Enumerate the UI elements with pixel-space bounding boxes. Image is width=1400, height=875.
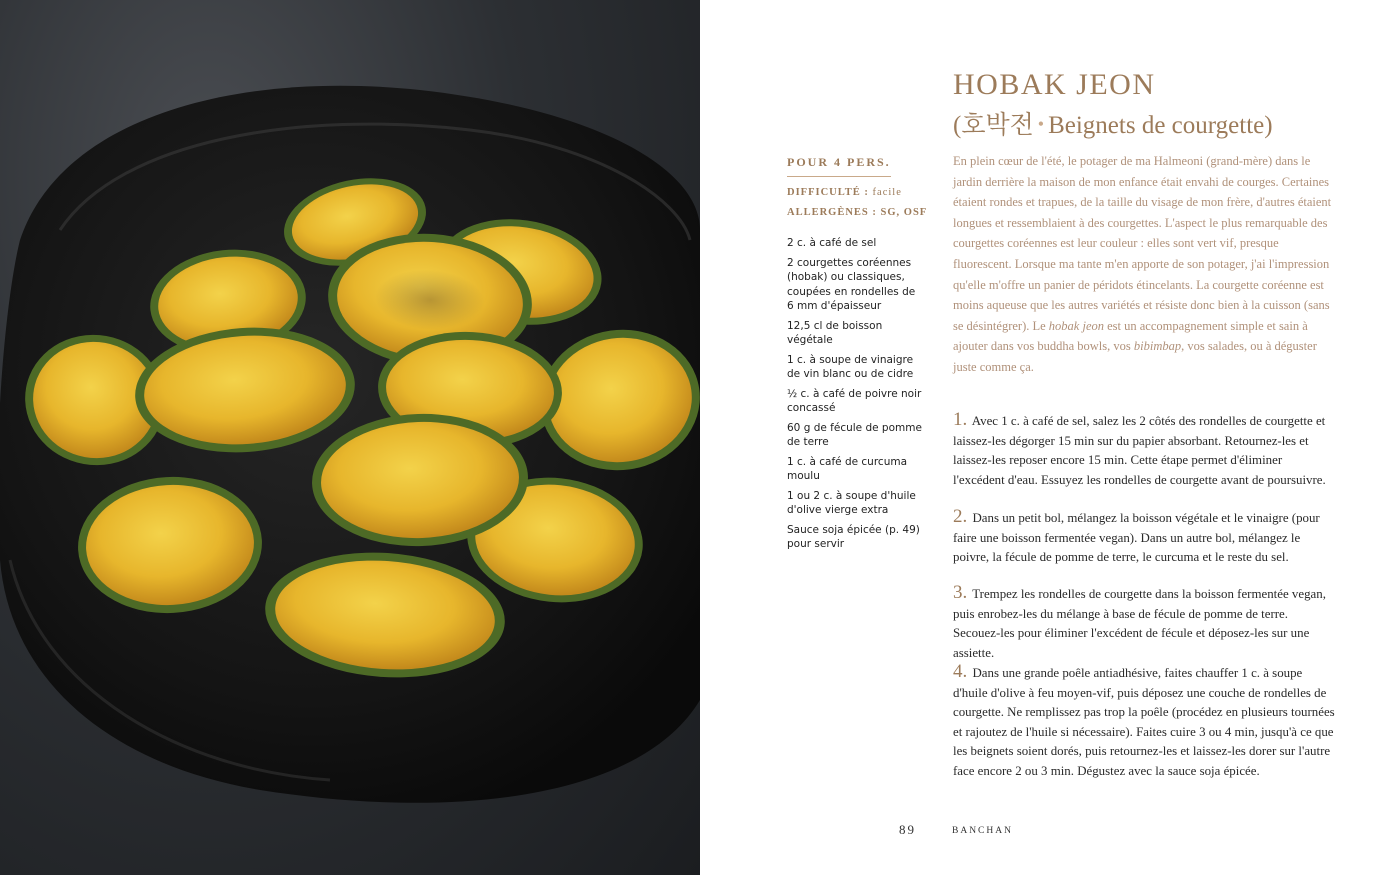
allergens-key: ALLERGÈNES : xyxy=(787,207,877,218)
ingredient-item: 12,5 cl de boisson végétale xyxy=(787,319,883,346)
difficulty-line xyxy=(787,187,902,198)
allergens-line xyxy=(787,207,927,218)
ingredient-item: ½ c. à café de poivre noir concassé xyxy=(787,387,922,414)
intro-emphasis: bibimbap xyxy=(1133,339,1182,354)
step-number: 2. xyxy=(953,506,968,527)
ingredient-item: 1 ou 2 c. à soupe d'huile d'olive vierge extra xyxy=(787,489,916,516)
allergens-value: SG, OSF xyxy=(880,207,928,218)
intro-emphasis: hobak jeon xyxy=(1048,318,1104,333)
step-number: 4. xyxy=(953,661,968,682)
recipe-subtitle xyxy=(953,105,1273,141)
intro-text: En plein cœur de l'été, le potager de ma Halmeoni (grand-mère) dans le jardin derrière la maison de mon enfance était envahi de courges. Certaines étaient rondes et trapues, de la taille du visage de mon frère, d'autres étaient longues et ressemblaient à des courgettes. L'aspect le plus remarquable des courgettes coréennes est leur couleur : elles sont vert vif, presque fluorescent. Lorsque ma tante m'en apporte de son potager, j'ai l'impression qu'elle m'offre un panier de péridots étincelants. La courgette coréenne est moins aqueuse que les autres variétés et résiste donc bien à la cuisson (sans se désintégrer). Le xyxy=(953,154,1332,333)
recipe-step xyxy=(953,507,1337,568)
ingredient-item: 1 c. à soupe de vinaigre de vin blanc ou de cidre xyxy=(787,353,914,380)
ingredient-item: 60 g de fécule de pomme de terre xyxy=(787,421,922,448)
ingredient-item: 2 c. à café de sel xyxy=(787,237,877,249)
difficulty-key: DIFFICULTÉ : xyxy=(787,187,869,198)
recipe-step xyxy=(953,583,1337,663)
step-text: Trempez les rondelles de courgette dans la boisson fermentée vegan, puis enrobez-les du mélange à base de fécule de pomme de terre. Secouez-les pour éliminer l'excédent de fécule et déposez-les sur une assiette. xyxy=(953,587,1326,660)
step-number: 1. xyxy=(953,409,968,430)
intro-text: est un accompagnement simple et sain à ajouter dans vos buddha bowls, vos xyxy=(953,318,1308,354)
running-head: BANCHAN xyxy=(952,826,1013,836)
intro-paragraph xyxy=(953,151,1333,378)
subtitle-french: Beignets de courgette) xyxy=(1048,112,1273,139)
step-text: Dans un petit bol, mélangez la boisson végétale et le vinaigre (pour faire une boisson fermentée vegan). Dans un autre bol, mélangez le poivre, la fécule de pomme de terre, le curcuma et le reste du sel. xyxy=(953,511,1320,564)
recipe-title: HOBAK JEON xyxy=(953,68,1156,101)
page-number: 89 xyxy=(899,822,916,837)
ingredient-list xyxy=(787,236,922,557)
recipe-step xyxy=(953,662,1337,781)
ingredient-item: Sauce soja épicée (p. 49) pour servir xyxy=(787,523,920,550)
subtitle-korean: (호박전 xyxy=(953,112,1034,139)
servings-label: POUR 4 PERS. xyxy=(787,155,891,177)
intro-text: , vos salades, ou à déguster juste comme ça. xyxy=(953,339,1317,374)
recipe-step xyxy=(953,410,1337,490)
step-number: 3. xyxy=(953,582,968,603)
ingredient-item: 1 c. à café de curcuma moulu xyxy=(787,455,908,482)
ingredient-item: 2 courgettes coréennes (hobak) ou classiques, coupées en rondelles de 6 mm d'épaisseur xyxy=(787,256,916,312)
step-text: Avec 1 c. à café de sel, salez les 2 côtés des rondelles de courgette et laissez-les dégorger 15 min sur du papier absorbant. Retournez-les et laissez-les reposer encore 15 min. Cette étape permet d'éliminer l'excédent d'eau. Essuyez les rondelles de courgette avant de poursuivre. xyxy=(953,414,1326,487)
difficulty-value: facile xyxy=(872,187,902,198)
step-text: Dans une grande poêle antiadhésive, faites chauffer 1 c. à soupe d'huile d'olive à feu moyen-vif, puis déposez une couche de rondelles de courgette. Ne remplissez pas trop la poêle (procédez en plusieurs tournées et rajoutez de l'huile si nécessaire). Faites cuire 3 ou 4 min, jusqu'à ce que les beignets soient dorés, puis retournez-les et laissez-les dorer sur l'autre face encore 2 ou 3 min. Dégustez avec la sauce soja épicée. xyxy=(953,666,1335,778)
subtitle-bullet: • xyxy=(1037,114,1045,134)
